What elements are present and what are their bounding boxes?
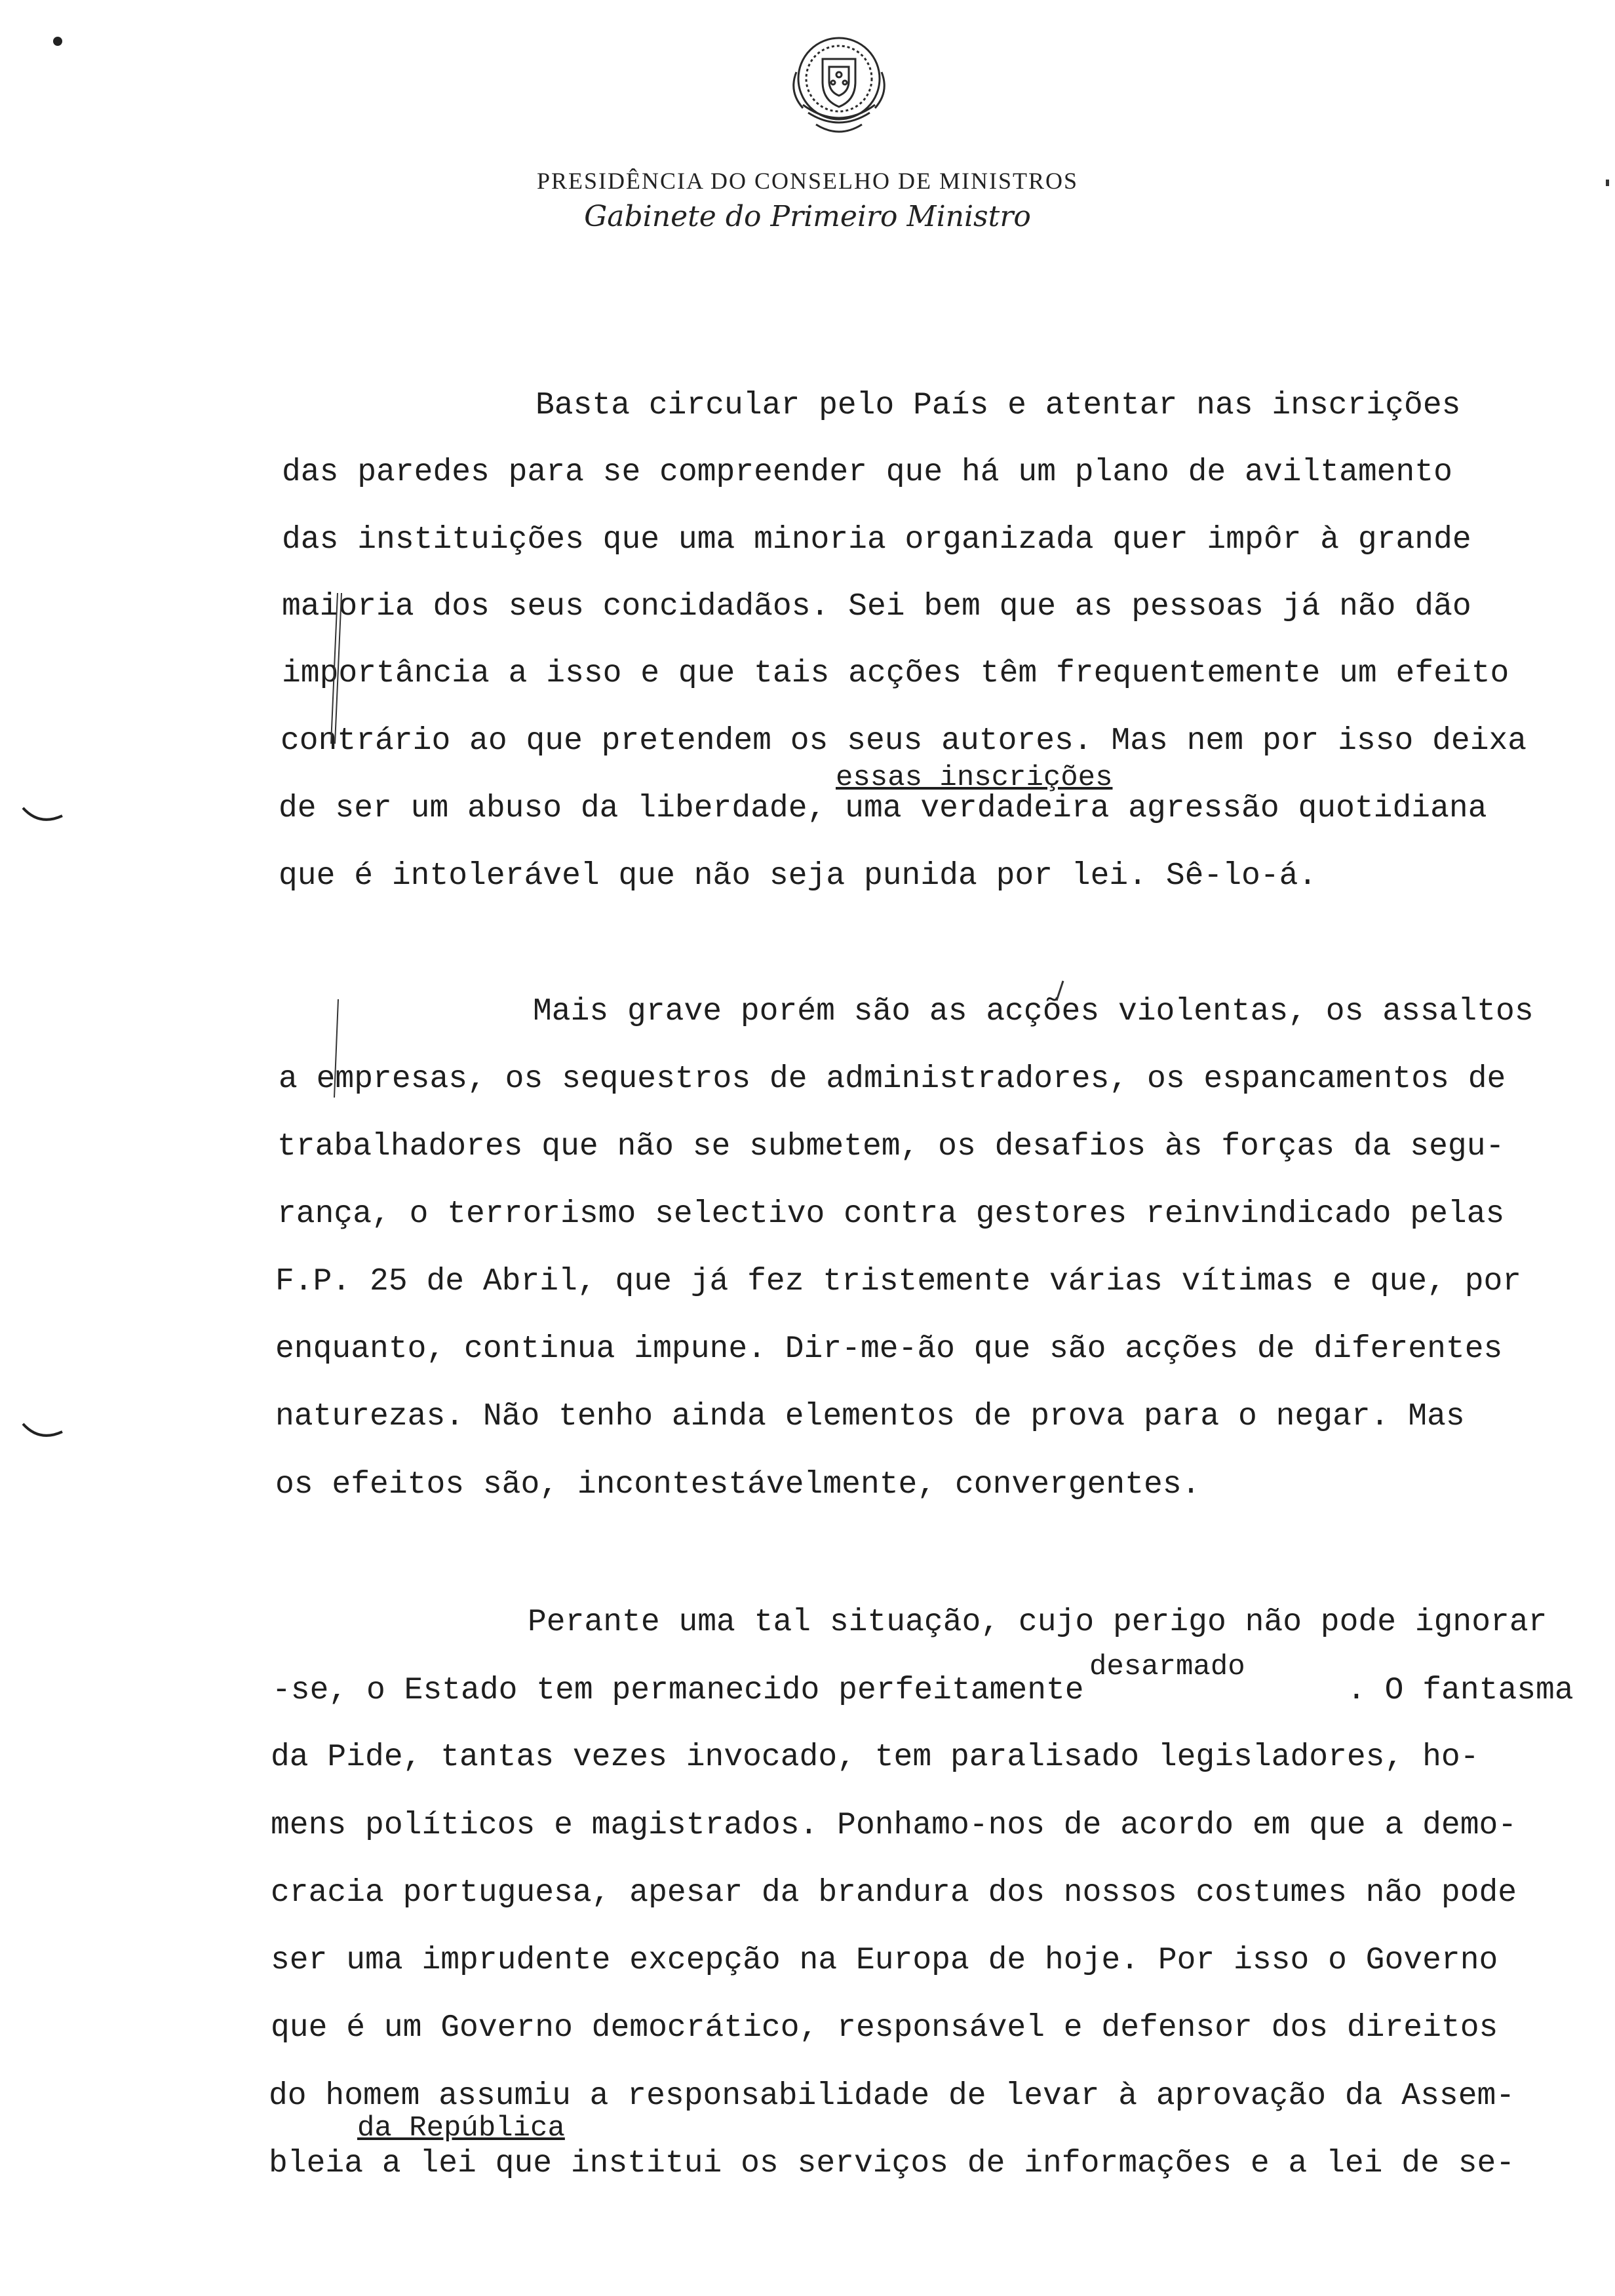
text-line: maioria dos seus concidadãos. Sei bem que as pessoas já não dão — [282, 589, 1471, 624]
text-line: cracia portuguesa, apesar da brandura dos nossos costumes não pode — [271, 1875, 1517, 1911]
pen-stroke — [1049, 978, 1075, 1004]
text-line: que é um Governo democrático, responsável e defensor dos direitos — [271, 2010, 1498, 2046]
handwritten-insertion: da República — [357, 2112, 565, 2145]
text-line: de ser um abuso da liberdade, uma verdadeira agressão quotidiana — [279, 791, 1487, 826]
coat-of-arms-icon — [777, 26, 901, 151]
text-line: . O fantasma — [1347, 1673, 1574, 1708]
text-line: a empresas, os sequestros de administradores, os espancamentos de — [279, 1062, 1506, 1097]
scan-dot — [1605, 178, 1611, 187]
text-line: do homem assumiu a responsabilidade de levar à aprovação da Assem- — [269, 2078, 1515, 2114]
text-line: das instituições que uma minoria organizada quer impôr à grande — [282, 522, 1471, 558]
text-line: contrário ao que pretendem os seus autores. Mas nem por isso deixa — [281, 723, 1527, 759]
text-line: das paredes para se compreender que há um plano de aviltamento — [282, 455, 1452, 490]
text-line: ser uma imprudente excepção na Europa de hoje. Por isso o Governo — [271, 1943, 1498, 1978]
text-line: -se, o Estado tem permanecido perfeitamente — [272, 1673, 1084, 1708]
pen-stroke — [328, 996, 347, 1101]
text-line: Basta circular pelo País e atentar nas inscrições — [535, 388, 1461, 423]
text-line: bleia a lei que institui os serviços de informações e a lei de se- — [269, 2146, 1515, 2181]
text-line: rança, o terrorismo selectivo contra gestores reinvindicado pelas — [277, 1196, 1505, 1232]
text-line: naturezas. Não tenho ainda elementos de prova para o negar. Mas — [275, 1399, 1465, 1434]
margin-mark — [20, 803, 66, 829]
text-line: importância a isso e que tais acções têm frequentemente um efeito — [282, 656, 1509, 691]
text-line: os efeitos são, incontestávelmente, convergentes. — [275, 1467, 1201, 1502]
text-line: enquanto, continua impune. Dir-me-ão que são acções de diferentes — [275, 1331, 1503, 1367]
handwritten-insertion: desarmado — [1089, 1651, 1245, 1683]
text-line: Perante uma tal situação, cujo perigo não pode ignorar — [528, 1605, 1547, 1640]
text-line: trabalhadores que não se submetem, os desafios às forças da segu- — [277, 1129, 1505, 1164]
text-line: da Pide, tantas vezes invocado, tem paralisado legisladores, ho- — [271, 1740, 1479, 1775]
margin-mark — [20, 1419, 66, 1445]
handwritten-insertion: essas inscrições — [836, 761, 1113, 794]
text-line: mens políticos e magistrados. Ponhamo-nos de acordo em que a demo- — [271, 1808, 1517, 1843]
institution-title: PRESIDÊNCIA DO CONSELHO DE MINISTROS — [536, 168, 1079, 194]
text-line: que é intolerável que não seja punida por lei. Sê-lo-á. — [279, 858, 1317, 894]
office-subtitle: Gabinete do Primeiro Ministro — [584, 200, 1031, 233]
text-line: F.P. 25 de Abril, que já fez tristemente várias vítimas e que, por — [275, 1264, 1522, 1299]
pen-stroke — [326, 590, 345, 747]
text-line: Mais grave porém são as acções violentas, os assaltos — [533, 994, 1534, 1029]
scan-dot — [52, 36, 63, 47]
